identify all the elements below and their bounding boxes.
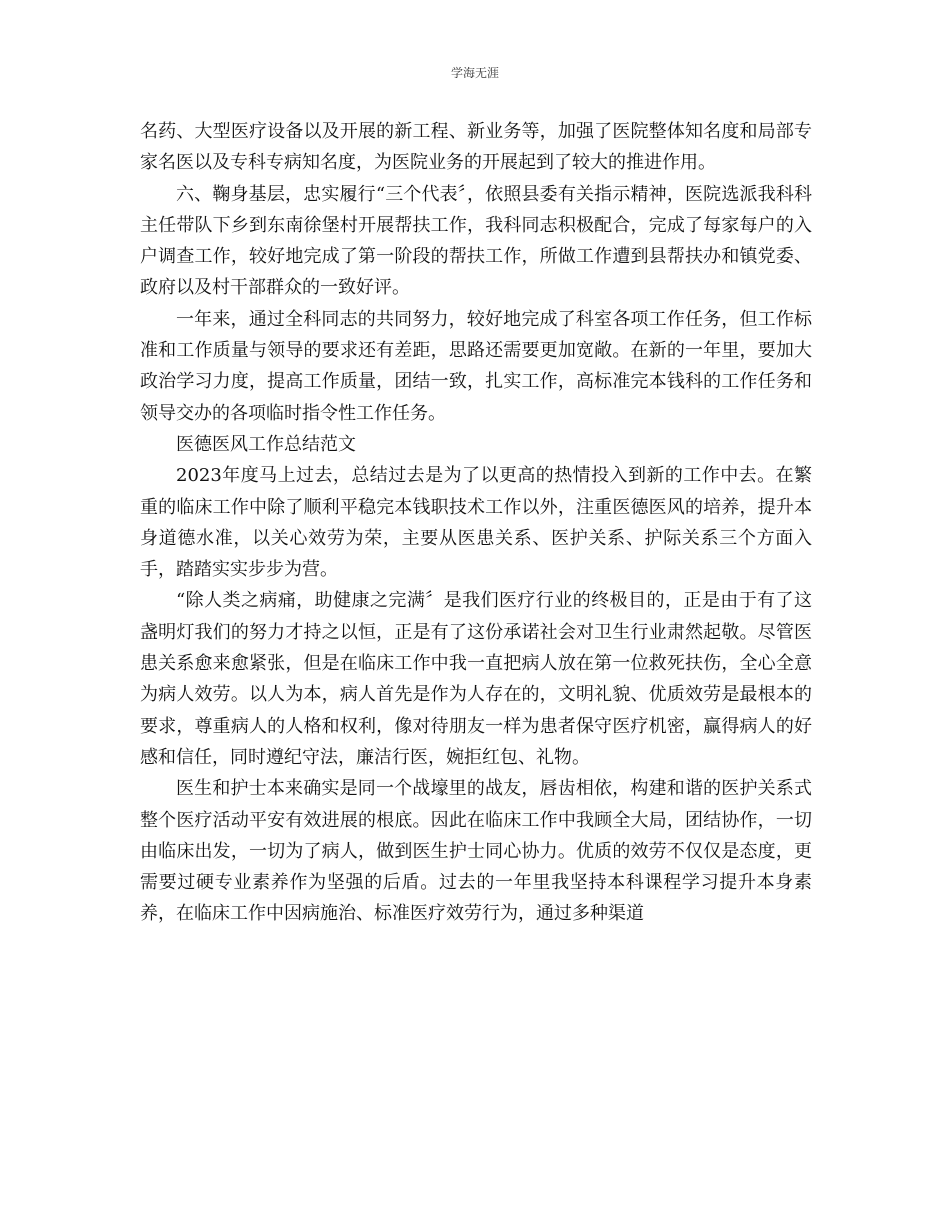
paragraph-6: “除人类之病痛，助健康之完满〞是我们医疗行业的终极目的，正是由于有了这盏明灯我们的努力才持之以恒，正是有了这份承诺社会对卫生行业肃然起敬。尽管医患关系愈来愈紧张，但是在临床工作中我一直把病人放在第一位救死扶伤，全心全意为病人效劳。以人为本，病人首先是作为人存在的，文明礼貌、优质效劳是最根本的要求，尊重病人的人格和权利，像对待朋友一样为患者保守医疗机密，赢得病人的好感和信任，同时遵纪守法，廉洁行医，婉拒红包、礼物。 xyxy=(140,590,812,768)
page-header: 学海无涯 xyxy=(450,66,499,80)
paragraph-5: 2023年度马上过去，总结过去是为了以更高的热情投入到新的工作中去。在繁重的临床工作中除了顺利平稳完本钱职技术工作以外，注重医德医风的培养，提升本身道德水准，以关心效劳为荣，主要从医患关系、医护关系、护际关系三个方面入手，踏踏实实步步为营。 xyxy=(140,465,812,581)
paragraph-1: 名药、大型医疗设备以及开展的新工程、新业务等，加强了医院整体知名度和局部专家名医以及专科专病知名度，为医院业务的开展起到了较大的推进作用。 xyxy=(140,121,812,174)
section-title: 医德医风工作总结范文 xyxy=(176,433,356,455)
paragraph-3: 一年来，通过全科同志的共同努力，较好地完成了科室各项工作任务，但工作标准和工作质量与领导的要求还有差距，思路还需要更加宽敞。在新的一年里，要加大政治学习力度，提高工作质量，团结一致，扎实工作，高标准完本钱科的工作任务和领导交办的各项临时指令性工作任务。 xyxy=(140,308,812,424)
paragraph-2: 六、鞠身基层，忠实履行“三个代表〞，依照县委有关指示精神，医院选派我科科主任带队下乡到东南徐堡村开展帮扶工作，我科同志积极配合，完成了每家每户的入户调查工作，较好地完成了第一阶段的帮扶工作，所做工作遭到县帮扶办和镇党委、政府以及村干部群众的一致好评。 xyxy=(140,183,812,299)
document-body xyxy=(140,116,812,930)
paragraph-7: 医生和护士本来确实是同一个战壕里的战友，唇齿相依，构建和谐的医护关系式整个医疗活动平安有效进展的根底。因此在临床工作中我顾全大局，团结协作，一切由临床出发，一切为了病人，做到医生护士同心协力。优质的效劳不仅仅是态度，更需要过硬专业素养作为坚强的后盾。过去的一年里我坚持本科课程学习提升本身素养，在临床工作中因病施治、标准医疗效劳行为，通过多种渠道 xyxy=(140,778,812,925)
